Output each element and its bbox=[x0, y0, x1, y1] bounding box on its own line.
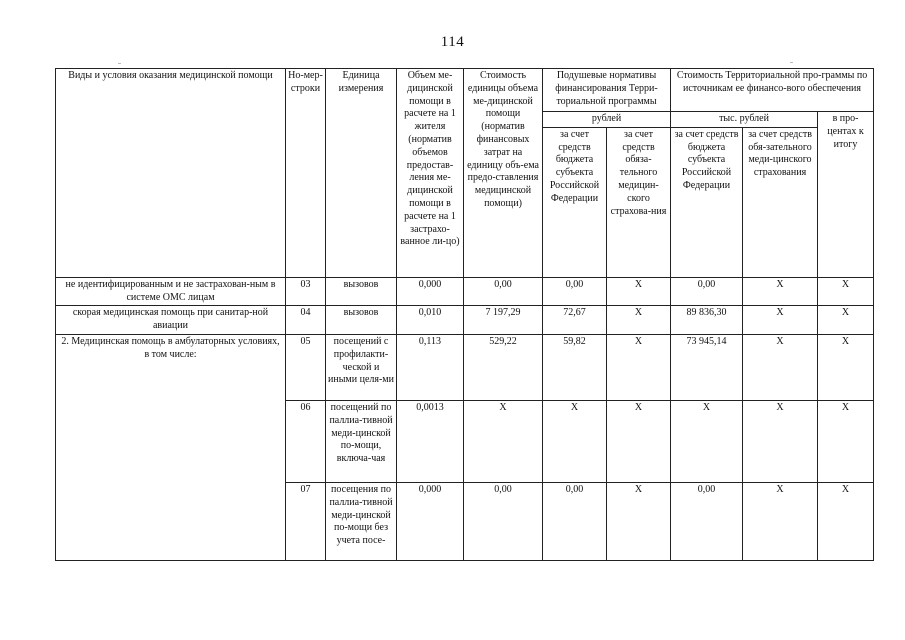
header-per-capita-group: Подушевые нормативы финансирования Терри-ториальной программы bbox=[543, 69, 671, 112]
page-number: 114 bbox=[440, 34, 465, 50]
row-volume: 0,0013 bbox=[397, 400, 464, 482]
row-volume: 0,000 bbox=[397, 277, 464, 306]
row-program-budget: 0,00 bbox=[671, 482, 743, 560]
header-per-capita-unit: рублей bbox=[543, 112, 671, 128]
row-program-budget: X bbox=[671, 400, 743, 482]
header-row-number: Но-мер-строки bbox=[286, 69, 326, 278]
row-number: 06 bbox=[286, 400, 326, 482]
row-program-percent: X bbox=[818, 277, 874, 306]
table-row bbox=[56, 306, 874, 335]
row-program-oms: X bbox=[743, 306, 818, 335]
row-unit: вызовов bbox=[326, 306, 397, 335]
header-program-percent: в про-центах к итогу bbox=[818, 112, 874, 278]
row-per-capita-budget: 0,00 bbox=[543, 482, 607, 560]
header-unit: Единица измерения bbox=[326, 69, 397, 278]
row-program-oms: X bbox=[743, 400, 818, 482]
header-program-oms: за счет средств обя-зательного меди-цинского страхования bbox=[743, 127, 818, 277]
row-unit: посещений по паллиа-тивной меди-цинской по-мощи, включа-чая bbox=[326, 400, 397, 482]
data-table bbox=[55, 68, 874, 561]
row-number: 07 bbox=[286, 482, 326, 560]
row-volume: 0,113 bbox=[397, 334, 464, 400]
table-row bbox=[56, 277, 874, 306]
row-program-oms: X bbox=[743, 277, 818, 306]
row-unit: посещений с профилакти-ческой и иными целя-ми bbox=[326, 334, 397, 400]
row-cost: 529,22 bbox=[464, 334, 543, 400]
row-program-budget: 0,00 bbox=[671, 277, 743, 306]
row-volume: 0,000 bbox=[397, 482, 464, 560]
header-per-capita-oms: за счет средств обяза-тельного медицин-ского страхова-ния bbox=[607, 127, 671, 277]
row-number: 04 bbox=[286, 306, 326, 335]
row-per-capita-budget: X bbox=[543, 400, 607, 482]
row-number: 05 bbox=[286, 334, 326, 400]
row-per-capita-oms: X bbox=[607, 334, 671, 400]
row-per-capita-oms: X bbox=[607, 277, 671, 306]
row-program-percent: X bbox=[818, 334, 874, 400]
row-per-capita-budget: 0,00 bbox=[543, 277, 607, 306]
row-program-percent: X bbox=[818, 306, 874, 335]
row-cost: 0,00 bbox=[464, 277, 543, 306]
scan-mark bbox=[790, 62, 793, 63]
row-program-oms: X bbox=[743, 482, 818, 560]
row-program-budget: 73 945,14 bbox=[671, 334, 743, 400]
row-program-percent: X bbox=[818, 482, 874, 560]
row-per-capita-budget: 59,82 bbox=[543, 334, 607, 400]
scan-mark bbox=[118, 63, 121, 64]
header-types: Виды и условия оказания медицинской помощи bbox=[56, 69, 286, 278]
table-row bbox=[56, 334, 874, 400]
row-cost: 7 197,29 bbox=[464, 306, 543, 335]
row-program-oms: X bbox=[743, 334, 818, 400]
row-name: не идентифицированным и не застрахован-ным в системе ОМС лицам bbox=[56, 277, 286, 306]
row-program-budget: 89 836,30 bbox=[671, 306, 743, 335]
header-volume: Объем ме-дицинской помощи в расчете на 1 жителя (норматив объемов предостав-ления ме-дицинской помощи в расчете на 1 застрахо-ванное ли-цо) bbox=[397, 69, 464, 278]
row-per-capita-budget: 72,67 bbox=[543, 306, 607, 335]
row-per-capita-oms: X bbox=[607, 482, 671, 560]
header-program-budget: за счет средств бюджета субъекта Российской Федерации bbox=[671, 127, 743, 277]
row-per-capita-oms: X bbox=[607, 306, 671, 335]
row-volume: 0,010 bbox=[397, 306, 464, 335]
row-cost: X bbox=[464, 400, 543, 482]
row-per-capita-oms: X bbox=[607, 400, 671, 482]
header-per-capita-budget: за счет средств бюджета субъекта Российской Федерации bbox=[543, 127, 607, 277]
row-name: скорая медицинская помощь при санитар-ной авиации bbox=[56, 306, 286, 335]
row-cost: 0,00 bbox=[464, 482, 543, 560]
header-program-group: Стоимость Территориальной про-граммы по источникам ее финансо-вого обеспечения bbox=[671, 69, 874, 112]
row-program-percent: X bbox=[818, 400, 874, 482]
row-number: 03 bbox=[286, 277, 326, 306]
header-cost: Стоимость единицы объема ме-дицинской помощи (норматив финансовых затрат на единицу объ-ема предо-ставления медицинской помощи) bbox=[464, 69, 543, 278]
row-unit: вызовов bbox=[326, 277, 397, 306]
header-program-unit: тыс. рублей bbox=[671, 112, 818, 128]
row-unit: посещения по паллиа-тивной меди-цинской по-мощи без учета посе- bbox=[326, 482, 397, 560]
row-name: 2. Медицинская помощь в амбулаторных условиях, в том числе: bbox=[56, 334, 286, 560]
